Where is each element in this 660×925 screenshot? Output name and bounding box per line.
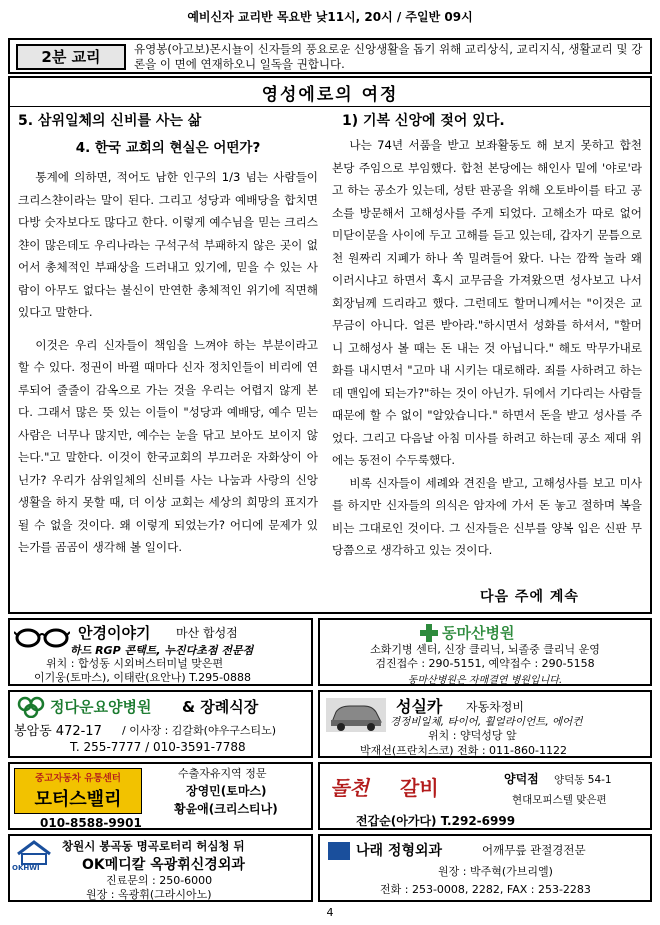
doctrine-label: 2분 교리 — [16, 44, 126, 70]
optician-lens-line: 하드 RGP 콘택트, 누진다초점 전문점 — [70, 644, 254, 657]
left-paragraph-2: 이것은 우리 신자들이 책임을 느껴야 하는 부분이라고 할 수 있다. 정권이 바뀔 때마다 신자 정치인들이 비리에 연루되어 줄줄이 감옥으로 가는 것을 우리는 어렵지 않게 본다. 그래서 많은 뜻 있는 이들이 "성당과 예배당, 예수 믿는 사람은 너무나 많지만, 예수는 눈을 닦고 보아도 보이지 않는다."고 말한다. 이것이 한국교회의 부끄러운 자화상이 아닌가? 우리가 삼위일체의 신비를 사는 나눔과 사랑의 신앙 생활을 하지 못할 때, 더 이상 교회는 세상의 희망의 표지가 될 수 없을 것이다. 왜 이렇게 되었는가? 어디에 문제가 있는가를 곰곰이 생각해 볼 일이다. — [18, 337, 318, 554]
motors-valley-banner — [14, 768, 142, 814]
cross-icon — [420, 624, 438, 642]
page-header: 예비신자 교리반 목요반 낮11시, 20시 / 주일반 09시 — [187, 10, 473, 24]
page-number: 4 — [326, 906, 334, 919]
continued-note: 다음 주에 계속 — [480, 589, 579, 605]
hospital-phones: 검진접수 : 290-5151, 예약접수 : 290-5158 — [375, 657, 595, 670]
ad-galbi — [318, 762, 652, 830]
ad-seongsil-car — [318, 690, 652, 758]
jeongdaun-address: 봉암동 472-17 — [14, 724, 102, 739]
seongsil-type: 자동차정비 — [466, 700, 524, 714]
naege-director: 원장 : 박주혁(가브리엘) — [438, 865, 553, 878]
subsection-title: 4. 한국 교회의 현실은 어떤가? — [75, 140, 261, 156]
ad-optician — [8, 618, 313, 686]
ad-okmedical — [8, 834, 313, 902]
seongsil-location: 위치 : 양덕성당 앞 — [428, 729, 517, 742]
cross-horizontal-bar — [420, 630, 438, 636]
optician-name: 안경이야기 — [78, 624, 151, 642]
jeongdaun-director: / 이사장 : 김갈화(야우구스티노) — [122, 724, 276, 737]
galbi-logo-word1: 돌천 — [330, 776, 369, 800]
seongsil-owner-phone: 박재선(프란치스코) 전화 : 011-860-1122 — [360, 744, 567, 757]
hospital-departments: 소화기병 센터, 신장 클리닉, 뇌졸중 클리닉 운영 — [370, 643, 600, 656]
car-icon — [326, 698, 386, 732]
galbi-logo-word2: 갈비 — [400, 776, 439, 800]
hospital-name: 동마산병원 — [442, 624, 515, 642]
motors-name: 모터스밸리 — [34, 789, 122, 810]
article-box — [8, 76, 652, 614]
right-paragraph-1: 나는 74년 서품을 받고 보좌활동도 해 보지 못하고 합천 본당 주임으로 부임했다. 합천 본당에는 해인사 밑에 '야로'라고 하는 공소가 있는데, 성탄 판공을 위해 오토바이를 타고 공소를 방문해서 고해성사를 주게 되었다. 고해소가 따로 없어 미닫이문을 사이에 두고 고해를 듣고 있는데, 갑자기 문틈으로 천 원짜리 지폐가 하나 쏙 밀려들어 왔다. 나는 깜짝 놀라 왜 이러시냐고 하면서 혹시 교무금을 가져왔으면 성사보고 나서 회장님께 드리라고 했다. 그런데도 할머니께서는 "이것은 교무금이 아니다. 얼른 받아라."하시면서 성화를 하셔서, "할머니 고해성사 볼 때는 돈 내는 것 아닙니다." 해도 막무가내로 화를 내시면서 "고마 내 시키는 대로해라. 죄를 사하려고 하는데 맨입에 되는가?"하는 것이 아닌가. 뒤에서 기다리는 사람들 때문에 할 수 없이 "알았습니다." 하면서 돈을 받고 성사를 주었다. 그리고 다음날 아침 미사를 하려고 하는데 공소 제대 위에는 동전이 수두룩했다. — [332, 138, 642, 467]
galbi-landmark: 현대모피스텔 맞은편 — [512, 794, 607, 806]
galbi-address: 양덕동 54-1 — [554, 774, 612, 786]
okmedical-name: OK메디칼 옥광휘신경외과 — [82, 857, 245, 873]
ad-dongmasan-hospital — [318, 618, 652, 686]
article-left-column — [18, 108, 318, 559]
naege-phones: 전화 : 253-0008, 2282, FAX : 253-2283 — [380, 883, 591, 896]
article-title: 영성에로의 여정 — [261, 85, 399, 105]
right-subtitle: 1) 기복 신앙에 젖어 있다. — [342, 113, 505, 129]
hospital-slogan: 동마산병원은 자매결연 병원입니다. — [407, 675, 563, 686]
ad-naege-orthopedic — [318, 834, 652, 902]
naege-specialty: 어깨무릎 관절경전문 — [482, 843, 586, 857]
title-divider — [10, 106, 650, 107]
clover-logo-icon — [16, 696, 46, 718]
motors-top-line: 중고자동차 유통센터 — [35, 773, 121, 784]
glasses-icon — [14, 626, 70, 650]
okhwi-logo-text: OKHWI — [12, 864, 40, 872]
doctrine-text: 유영봉(아고보)몬시뇰이 신자들의 풍요로운 신앙생활을 돕기 위해 교리상식, 교리지식, 생활교리 및 강론을 이 면에 연재하오니 일독을 권합니다. — [134, 42, 643, 71]
jeongdaun-name: 정다운요양병원 — [50, 698, 152, 716]
article-right-column — [332, 108, 642, 562]
section-title: 5. 삼위일체의 신비를 사는 삶 — [18, 113, 202, 129]
orthopedic-logo-icon — [328, 842, 350, 860]
galbi-branch: 양덕점 — [504, 772, 539, 786]
ad-jeongdaun — [8, 690, 313, 758]
okmedical-location-line: 창원시 봉곡동 명곡로터리 허심청 뒤 — [62, 839, 245, 853]
left-paragraph-1: 통계에 의하면, 적어도 남한 인구의 1/3 넘는 사람들이 크리스챤이라는 말이 된다. 그리고 성당과 예배당을 합치면 다방 숫자보다도 많다고 한다. 이렇게 예수님을 믿는 크리스챤이 많은데도 우리나라는 구석구석 부패하지 않은 곳이 없어서 총체적인 부패상을 드러내고 있기에, 믿을 수 있는 사람이 아무도 없다는 불신이 만연한 총체적인 위기에 직면해 있다고 말한다. — [18, 170, 318, 319]
motors-phone: 010-8588-9901 — [40, 816, 142, 830]
okmedical-director: 원장 : 옥광휘(그라시아노) — [86, 888, 212, 901]
jeongdaun-suffix: & 장례식장 — [182, 698, 259, 716]
okmedical-reception: 진료문의 : 250-6000 — [106, 874, 213, 887]
motors-person1: 장영민(토마스) — [186, 784, 267, 798]
jeongdaun-phone: T. 255-7777 / 010-3591-7788 — [70, 740, 246, 754]
optician-branch: 마산 합성점 — [176, 626, 238, 640]
ad-motors-valley — [8, 762, 313, 830]
right-paragraph-2: 비록 신자들이 세례와 견진을 받고, 고해성사를 보고 미사를 하지만 신자들의 의식은 암자에 가서 돈 놓고 절하며 복을 비는 그대로인 것이다. 그 신자들은 신부를 양복 입은 신판 무당쯤으로 생각하고 있는 것이다. — [332, 475, 642, 557]
optician-location: 위치 : 합성동 시외버스터미널 맞은편 — [46, 657, 224, 670]
naege-name: 나래 정형외과 — [356, 843, 443, 859]
seongsil-name: 성실카 — [396, 697, 443, 716]
doctrine-notice-box — [8, 38, 652, 74]
seongsil-services: 경정비일체, 타이어, 휠얼라이언트, 에어컨 — [390, 716, 583, 728]
motors-location: 수출자유지역 정문 — [178, 767, 267, 780]
motors-person2: 황윤애(크리스티나) — [174, 802, 278, 816]
optician-owner: 이기웅(토마스), 이태란(요안나) T.295-0888 — [34, 671, 252, 684]
galbi-owner-phone: 전갑순(아가다) T.292-6999 — [356, 814, 516, 828]
